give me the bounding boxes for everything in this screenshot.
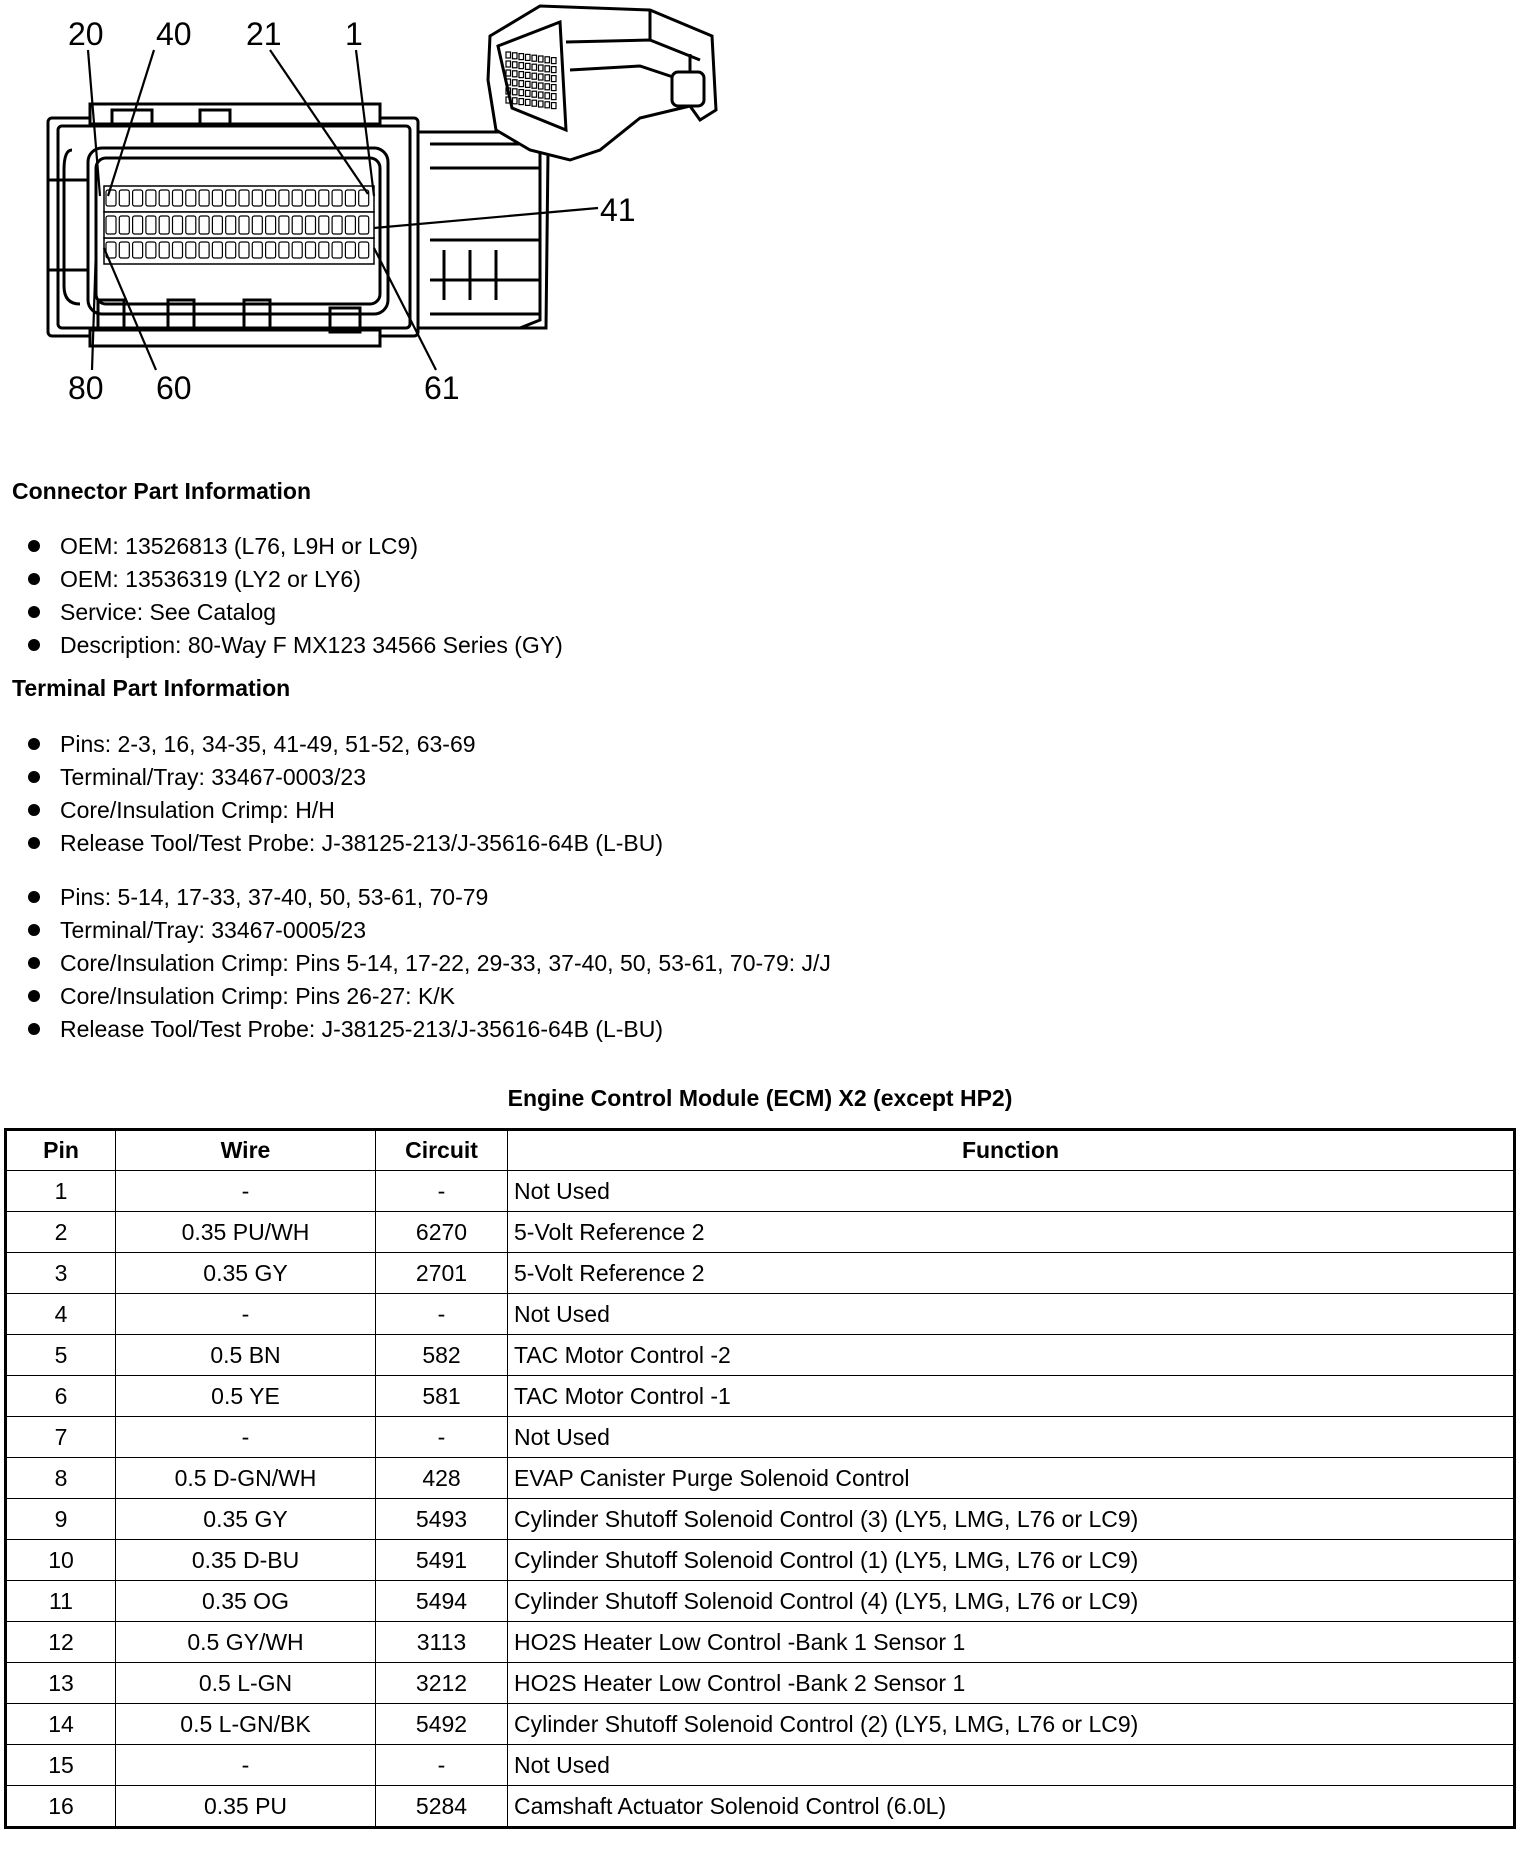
pin-cavity [226, 242, 236, 258]
pin-cavity [306, 190, 316, 206]
pin-cavity [359, 242, 369, 258]
cell-function: Cylinder Shutoff Solenoid Control (2) (LY5, LMG, L76 or LC9) [508, 1704, 1515, 1745]
cell-wire: 0.5 L-GN [116, 1663, 376, 1704]
cell-wire: 0.35 PU [116, 1786, 376, 1828]
list-item [28, 914, 831, 947]
pin-label-60: 60 [156, 370, 192, 406]
terminal-info-list-1 [28, 728, 663, 860]
cell-function: Cylinder Shutoff Solenoid Control (1) (LY5, LMG, L76 or LC9) [508, 1540, 1515, 1581]
cell-wire: 0.5 L-GN/BK [116, 1704, 376, 1745]
pin-cavity [119, 190, 129, 206]
pin-cavity [239, 242, 249, 258]
bullet-icon [28, 540, 40, 552]
list-item-text: Terminal/Tray: 33467-0005/23 [60, 917, 366, 943]
table-row [6, 1663, 1515, 1704]
list-item-text: Pins: 2-3, 16, 34-35, 41-49, 51-52, 63-69 [60, 731, 476, 757]
pin-cavity [133, 190, 143, 206]
list-item-text: Service: See Catalog [60, 599, 277, 625]
bullet-icon [28, 1023, 40, 1035]
table-row [6, 1704, 1515, 1745]
pin-cavity [239, 216, 249, 234]
cell-circuit: 581 [376, 1376, 508, 1417]
list-item-text: Core/Insulation Crimp: H/H [60, 797, 335, 823]
cell-function: TAC Motor Control -2 [508, 1335, 1515, 1376]
list-item [28, 947, 831, 980]
cell-pin: 5 [6, 1335, 116, 1376]
list-item-text: Core/Insulation Crimp: Pins 5-14, 17-22, 29-33, 37-40, 50, 53-61, 70-79: J/J [60, 950, 831, 976]
pin-cavity [359, 216, 369, 234]
pin-label-61: 61 [424, 370, 460, 406]
cell-circuit: - [376, 1417, 508, 1458]
pin-cavity [252, 190, 262, 206]
pin-cavity [199, 190, 209, 206]
table-row [6, 1171, 1515, 1212]
cell-circuit: 5492 [376, 1704, 508, 1745]
list-item [28, 827, 663, 860]
cell-function: Not Used [508, 1171, 1515, 1212]
pin-cavity [146, 190, 156, 206]
pin-label-1: 1 [345, 16, 363, 52]
cell-wire: 0.35 PU/WH [116, 1212, 376, 1253]
cell-wire: - [116, 1294, 376, 1335]
cell-pin: 10 [6, 1540, 116, 1581]
bullet-icon [28, 837, 40, 849]
pin-cavity [292, 190, 302, 206]
list-item-text: Pins: 5-14, 17-33, 37-40, 50, 53-61, 70-79 [60, 884, 489, 910]
header-function: Function [508, 1130, 1515, 1171]
pin-cavity [292, 242, 302, 258]
cell-wire: 0.5 D-GN/WH [116, 1458, 376, 1499]
list-item [28, 980, 831, 1013]
cell-circuit: 3113 [376, 1622, 508, 1663]
list-item [28, 530, 563, 563]
pin-cavity [173, 242, 183, 258]
list-item [28, 761, 663, 794]
pin-cavity [279, 216, 289, 234]
bullet-icon [28, 573, 40, 585]
pin-cavity [306, 216, 316, 234]
cell-function: HO2S Heater Low Control -Bank 2 Sensor 1 [508, 1663, 1515, 1704]
cell-wire: 0.35 GY [116, 1253, 376, 1294]
pin-label-21: 21 [246, 16, 282, 52]
bullet-icon [28, 804, 40, 816]
cell-wire: 0.5 GY/WH [116, 1622, 376, 1663]
pin-cavity [332, 216, 342, 234]
pin-cavity [173, 190, 183, 206]
cell-wire: 0.35 OG [116, 1581, 376, 1622]
bullet-icon [28, 924, 40, 936]
pin-cavity [106, 216, 116, 234]
cell-pin: 11 [6, 1581, 116, 1622]
cell-pin: 6 [6, 1376, 116, 1417]
table-row [6, 1745, 1515, 1786]
cell-wire: 0.5 YE [116, 1376, 376, 1417]
header-circuit: Circuit [376, 1130, 508, 1171]
pin-cavity [306, 242, 316, 258]
cell-function: 5-Volt Reference 2 [508, 1253, 1515, 1294]
cell-circuit: 3212 [376, 1663, 508, 1704]
list-item-text: OEM: 13536319 (LY2 or LY6) [60, 566, 361, 592]
table-row [6, 1212, 1515, 1253]
pin-label-20: 20 [68, 16, 104, 52]
bullet-icon [28, 891, 40, 903]
cell-wire: - [116, 1171, 376, 1212]
list-item-text: Description: 80-Way F MX123 34566 Series (GY) [60, 632, 563, 658]
connector-drawing [0, 0, 760, 420]
list-item-text: Release Tool/Test Probe: J-38125-213/J-35616-64B (L-BU) [60, 830, 664, 856]
pin-cavity [239, 190, 249, 206]
list-item-text: Release Tool/Test Probe: J-38125-213/J-35616-64B (L-BU) [60, 1016, 664, 1042]
pin-cavity [345, 242, 355, 258]
pin-label-41: 41 [600, 192, 636, 228]
connector-info-list [28, 530, 563, 662]
list-item-text: Terminal/Tray: 33467-0003/23 [60, 764, 366, 790]
pin-cavity [212, 242, 222, 258]
pin-label-40: 40 [156, 16, 192, 52]
cell-circuit: 6270 [376, 1212, 508, 1253]
table-row [6, 1499, 1515, 1540]
cell-circuit: 582 [376, 1335, 508, 1376]
cell-function: EVAP Canister Purge Solenoid Control [508, 1458, 1515, 1499]
cell-wire: 0.5 BN [116, 1335, 376, 1376]
cell-pin: 14 [6, 1704, 116, 1745]
cell-circuit: 5284 [376, 1786, 508, 1828]
cell-function: Not Used [508, 1745, 1515, 1786]
list-item [28, 881, 831, 914]
pin-cavity [159, 190, 169, 206]
cell-wire: 0.35 GY [116, 1499, 376, 1540]
bullet-icon [28, 990, 40, 1002]
cell-pin: 12 [6, 1622, 116, 1663]
pin-cavity [292, 216, 302, 234]
cell-pin: 3 [6, 1253, 116, 1294]
list-item [28, 596, 563, 629]
cell-pin: 4 [6, 1294, 116, 1335]
cell-pin: 2 [6, 1212, 116, 1253]
pin-cavity [119, 242, 129, 258]
pin-cavity [332, 190, 342, 206]
table-row [6, 1540, 1515, 1581]
pin-cavity [186, 242, 196, 258]
bullet-icon [28, 606, 40, 618]
header-pin: Pin [6, 1130, 116, 1171]
pin-cavity [226, 216, 236, 234]
table-row [6, 1581, 1515, 1622]
cell-circuit: - [376, 1745, 508, 1786]
cell-wire: - [116, 1417, 376, 1458]
cell-pin: 9 [6, 1499, 116, 1540]
pin-cavity [159, 242, 169, 258]
bullet-icon [28, 771, 40, 783]
cell-circuit: - [376, 1171, 508, 1212]
pin-cavity [212, 190, 222, 206]
cell-circuit: 428 [376, 1458, 508, 1499]
cell-pin: 7 [6, 1417, 116, 1458]
pin-cavity [252, 242, 262, 258]
cell-wire: - [116, 1745, 376, 1786]
pin-cavity [199, 216, 209, 234]
pin-cavity [146, 216, 156, 234]
pin-label-80: 80 [68, 370, 104, 406]
list-item [28, 563, 563, 596]
bullet-icon [28, 738, 40, 750]
table-row [6, 1622, 1515, 1663]
cell-pin: 1 [6, 1171, 116, 1212]
pin-cavity [345, 190, 355, 206]
table-body [6, 1171, 1515, 1828]
pin-cavity [226, 190, 236, 206]
pin-cavity [319, 190, 329, 206]
pin-cavity [345, 216, 355, 234]
pin-cavity [266, 242, 276, 258]
pin-cavity [266, 190, 276, 206]
pin-cavity [186, 190, 196, 206]
pinout-table [4, 1128, 1516, 1829]
header-wire: Wire [116, 1130, 376, 1171]
cell-circuit: 5493 [376, 1499, 508, 1540]
cell-circuit: 5491 [376, 1540, 508, 1581]
list-item [28, 1013, 831, 1046]
list-item [28, 728, 663, 761]
pin-cavity [119, 216, 129, 234]
connector-info-title: Connector Part Information [12, 478, 312, 504]
cell-function: TAC Motor Control -1 [508, 1376, 1515, 1417]
pin-cavity [173, 216, 183, 234]
pin-cavity [133, 242, 143, 258]
pin-cavity [332, 242, 342, 258]
cell-function: Cylinder Shutoff Solenoid Control (4) (LY5, LMG, L76 or LC9) [508, 1581, 1515, 1622]
cell-circuit: 5494 [376, 1581, 508, 1622]
list-item-text: Core/Insulation Crimp: Pins 26-27: K/K [60, 983, 456, 1009]
pin-cavity [319, 216, 329, 234]
table-row [6, 1294, 1515, 1335]
table-header-row [6, 1130, 1515, 1171]
terminal-info-list-2 [28, 881, 831, 1046]
cell-function: HO2S Heater Low Control -Bank 1 Sensor 1 [508, 1622, 1515, 1663]
table-row [6, 1335, 1515, 1376]
table-row [6, 1376, 1515, 1417]
bullet-icon [28, 639, 40, 651]
pin-cavity [279, 190, 289, 206]
connector-diagram [0, 0, 760, 420]
pin-cavity [266, 216, 276, 234]
pin-cavity [319, 242, 329, 258]
table-row [6, 1786, 1515, 1828]
pin-cavity [146, 242, 156, 258]
pin-cavity [106, 190, 116, 206]
cell-pin: 13 [6, 1663, 116, 1704]
cell-pin: 15 [6, 1745, 116, 1786]
table-row [6, 1458, 1515, 1499]
list-item-text: OEM: 13526813 (L76, L9H or LC9) [60, 533, 418, 559]
cell-circuit: 2701 [376, 1253, 508, 1294]
cell-function: Not Used [508, 1294, 1515, 1335]
table-row [6, 1417, 1515, 1458]
cell-wire: 0.35 D-BU [116, 1540, 376, 1581]
cell-pin: 16 [6, 1786, 116, 1828]
table-title: Engine Control Module (ECM) X2 (except HP2) [507, 1085, 1013, 1111]
pin-cavity [279, 242, 289, 258]
pin-cavity [252, 216, 262, 234]
cell-function: 5-Volt Reference 2 [508, 1212, 1515, 1253]
cell-function: Not Used [508, 1417, 1515, 1458]
terminal-info-title: Terminal Part Information [12, 675, 291, 701]
list-item [28, 629, 563, 662]
table-row [6, 1253, 1515, 1294]
pin-cavity [186, 216, 196, 234]
pin-cavity [212, 216, 222, 234]
pin-cavity [133, 216, 143, 234]
cell-circuit: - [376, 1294, 508, 1335]
cell-function: Camshaft Actuator Solenoid Control (6.0L) [508, 1786, 1515, 1828]
cell-function: Cylinder Shutoff Solenoid Control (3) (LY5, LMG, L76 or LC9) [508, 1499, 1515, 1540]
cell-pin: 8 [6, 1458, 116, 1499]
pin-cavity [159, 216, 169, 234]
bullet-icon [28, 957, 40, 969]
pin-cavity [199, 242, 209, 258]
list-item [28, 794, 663, 827]
